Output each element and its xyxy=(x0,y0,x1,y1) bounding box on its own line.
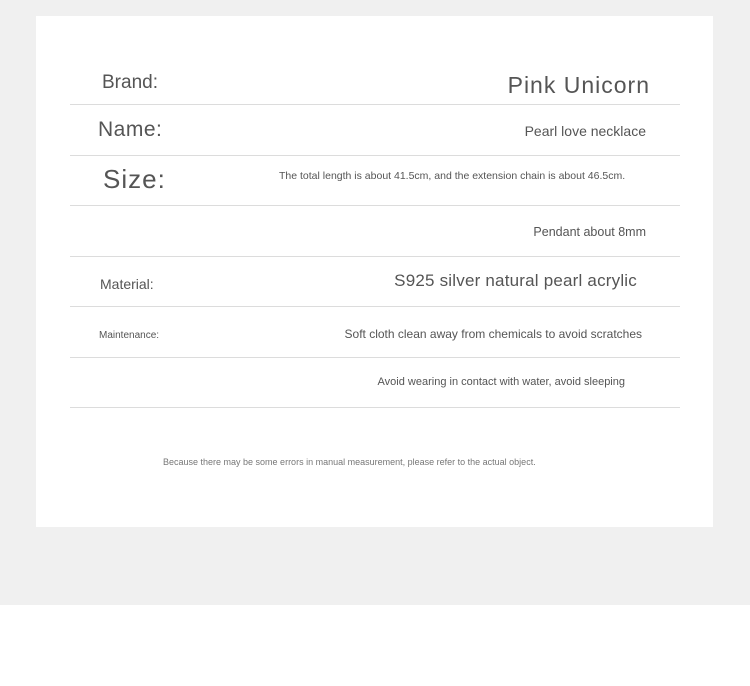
material-label: Material: xyxy=(100,276,154,292)
spec-row-name xyxy=(70,105,680,156)
size-label: Size: xyxy=(103,164,166,194)
maintenance-value-wearing: Avoid wearing in contact with water, avoid sleeping xyxy=(377,376,625,388)
brand-value: Pink Unicorn xyxy=(507,72,650,98)
spec-row-material xyxy=(70,257,680,307)
name-value: Pearl love necklace xyxy=(524,123,646,139)
spec-row-maintenance xyxy=(70,307,680,358)
maintenance-label: Maintenance: xyxy=(99,330,160,341)
size-value-length: The total length is about 41.5cm, and the extension chain is about 46.5cm. xyxy=(279,170,626,182)
spec-card xyxy=(36,16,713,527)
maintenance-value-cleaning: Soft cloth clean away from chemicals to avoid scratches xyxy=(344,327,642,341)
name-label: Name: xyxy=(98,118,163,141)
spec-row-maintenance-wear xyxy=(70,358,680,408)
measurement-footnote: Because there may be some errors in manual measurement, please refer to the actual object. xyxy=(163,457,536,467)
material-value: S925 silver natural pearl acrylic xyxy=(394,271,637,290)
brand-label: Brand: xyxy=(102,72,158,93)
size-value-pendant: Pendant about 8mm xyxy=(533,225,646,239)
spec-row-size-pendant xyxy=(70,206,680,257)
spec-row-brand xyxy=(70,66,680,105)
spec-row-size xyxy=(70,156,680,206)
